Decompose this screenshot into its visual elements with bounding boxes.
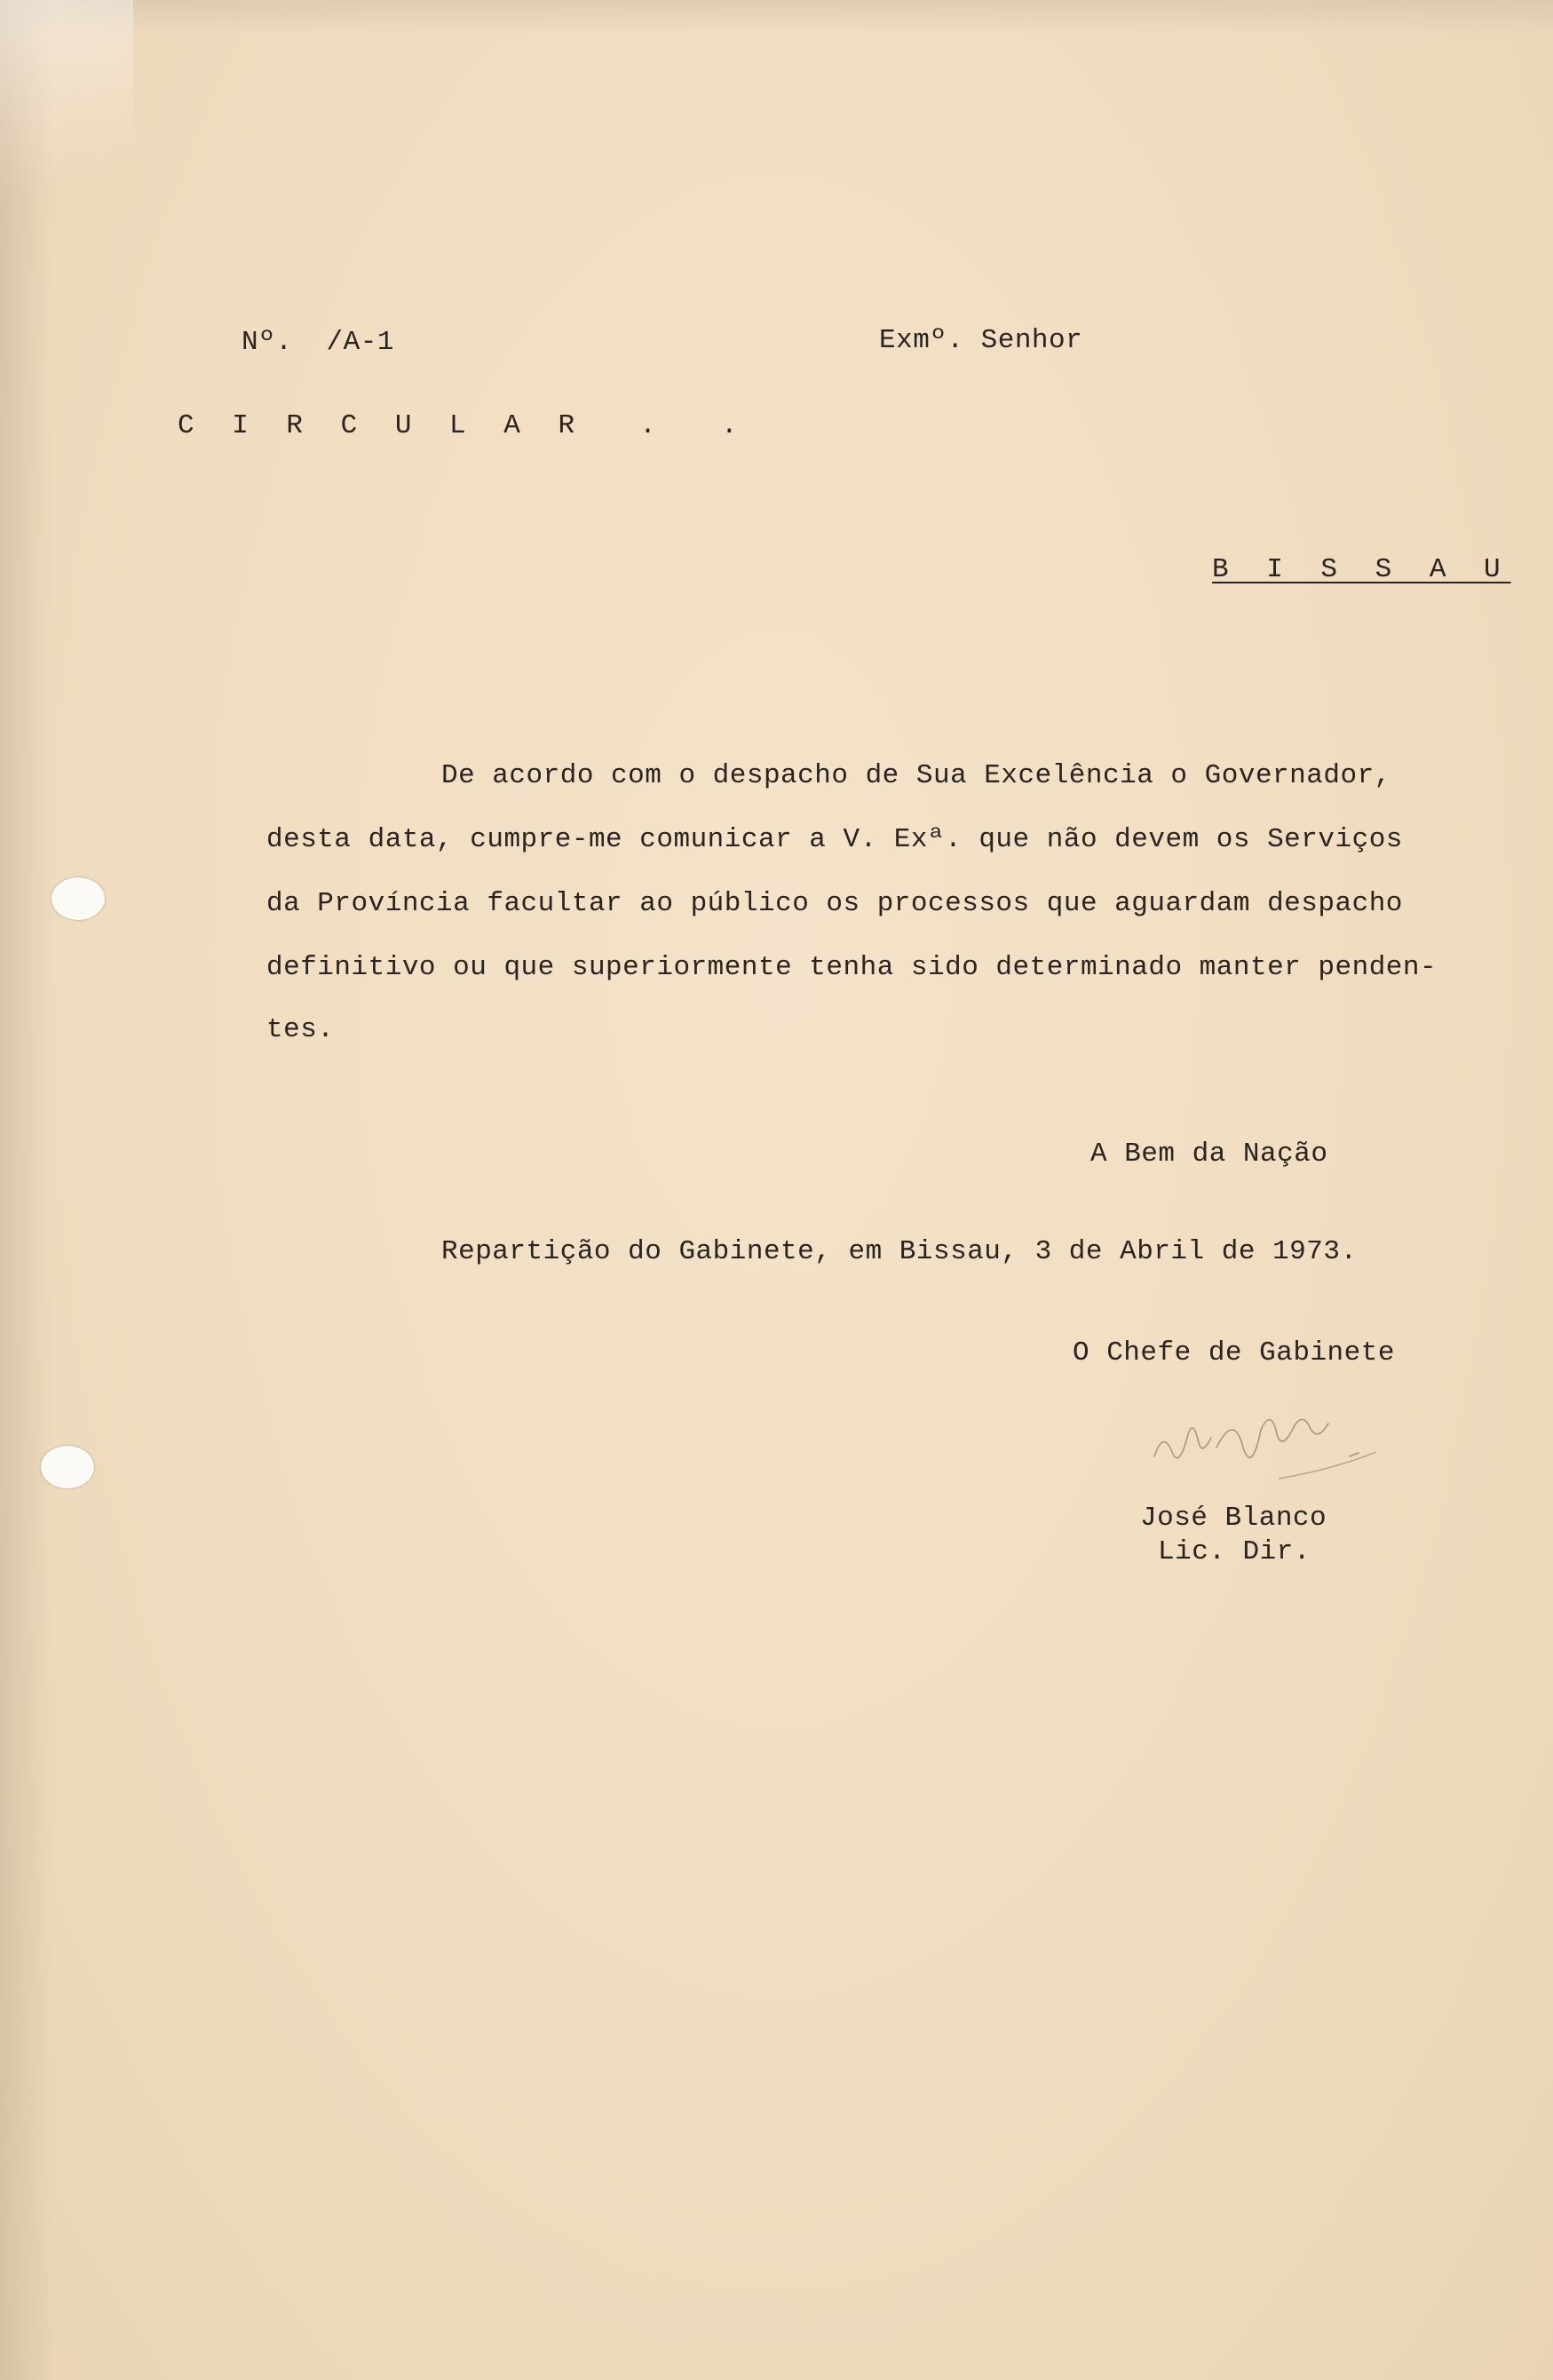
signatory-title: O Chefe de Gabinete — [1073, 1337, 1395, 1368]
place-and-date: Repartição do Gabinete, em Bissau, 3 de Abril de 1973. — [441, 1236, 1358, 1267]
punch-hole-upper — [52, 877, 105, 920]
signatory-name: José Blanco — [1140, 1503, 1327, 1534]
paper-fold-highlight — [0, 0, 133, 293]
signatory-degree: Lic. Dir. — [1158, 1536, 1311, 1567]
body-line-4: definitivo ou que superiormente tenha sido determinado manter penden- — [266, 952, 1438, 983]
reference-number: Nº. /A-1 — [242, 327, 394, 358]
body-line-1: De acordo com o despacho de Sua Excelência o Governador, — [441, 760, 1391, 791]
addressee-salutation: Exmº. Senhor — [879, 325, 1083, 356]
punch-hole-lower — [41, 1446, 94, 1488]
body-line-2: desta data, cumpre-me comunicar a V. Exª. que não devem os Serviços — [266, 824, 1403, 855]
handwritten-signature — [1145, 1403, 1394, 1483]
destination-city: B I S S A U — [1212, 554, 1511, 585]
paper-top-shadow — [0, 0, 1553, 36]
paper-edge-shadow — [0, 0, 53, 2380]
body-line-3: da Província facultar ao público os processos que aguardam despacho — [266, 888, 1403, 919]
body-line-5: tes. — [266, 1014, 335, 1045]
closing-salutation: A Bem da Nação — [1090, 1138, 1328, 1170]
document-type: C I R C U L A R . . — [178, 410, 749, 441]
